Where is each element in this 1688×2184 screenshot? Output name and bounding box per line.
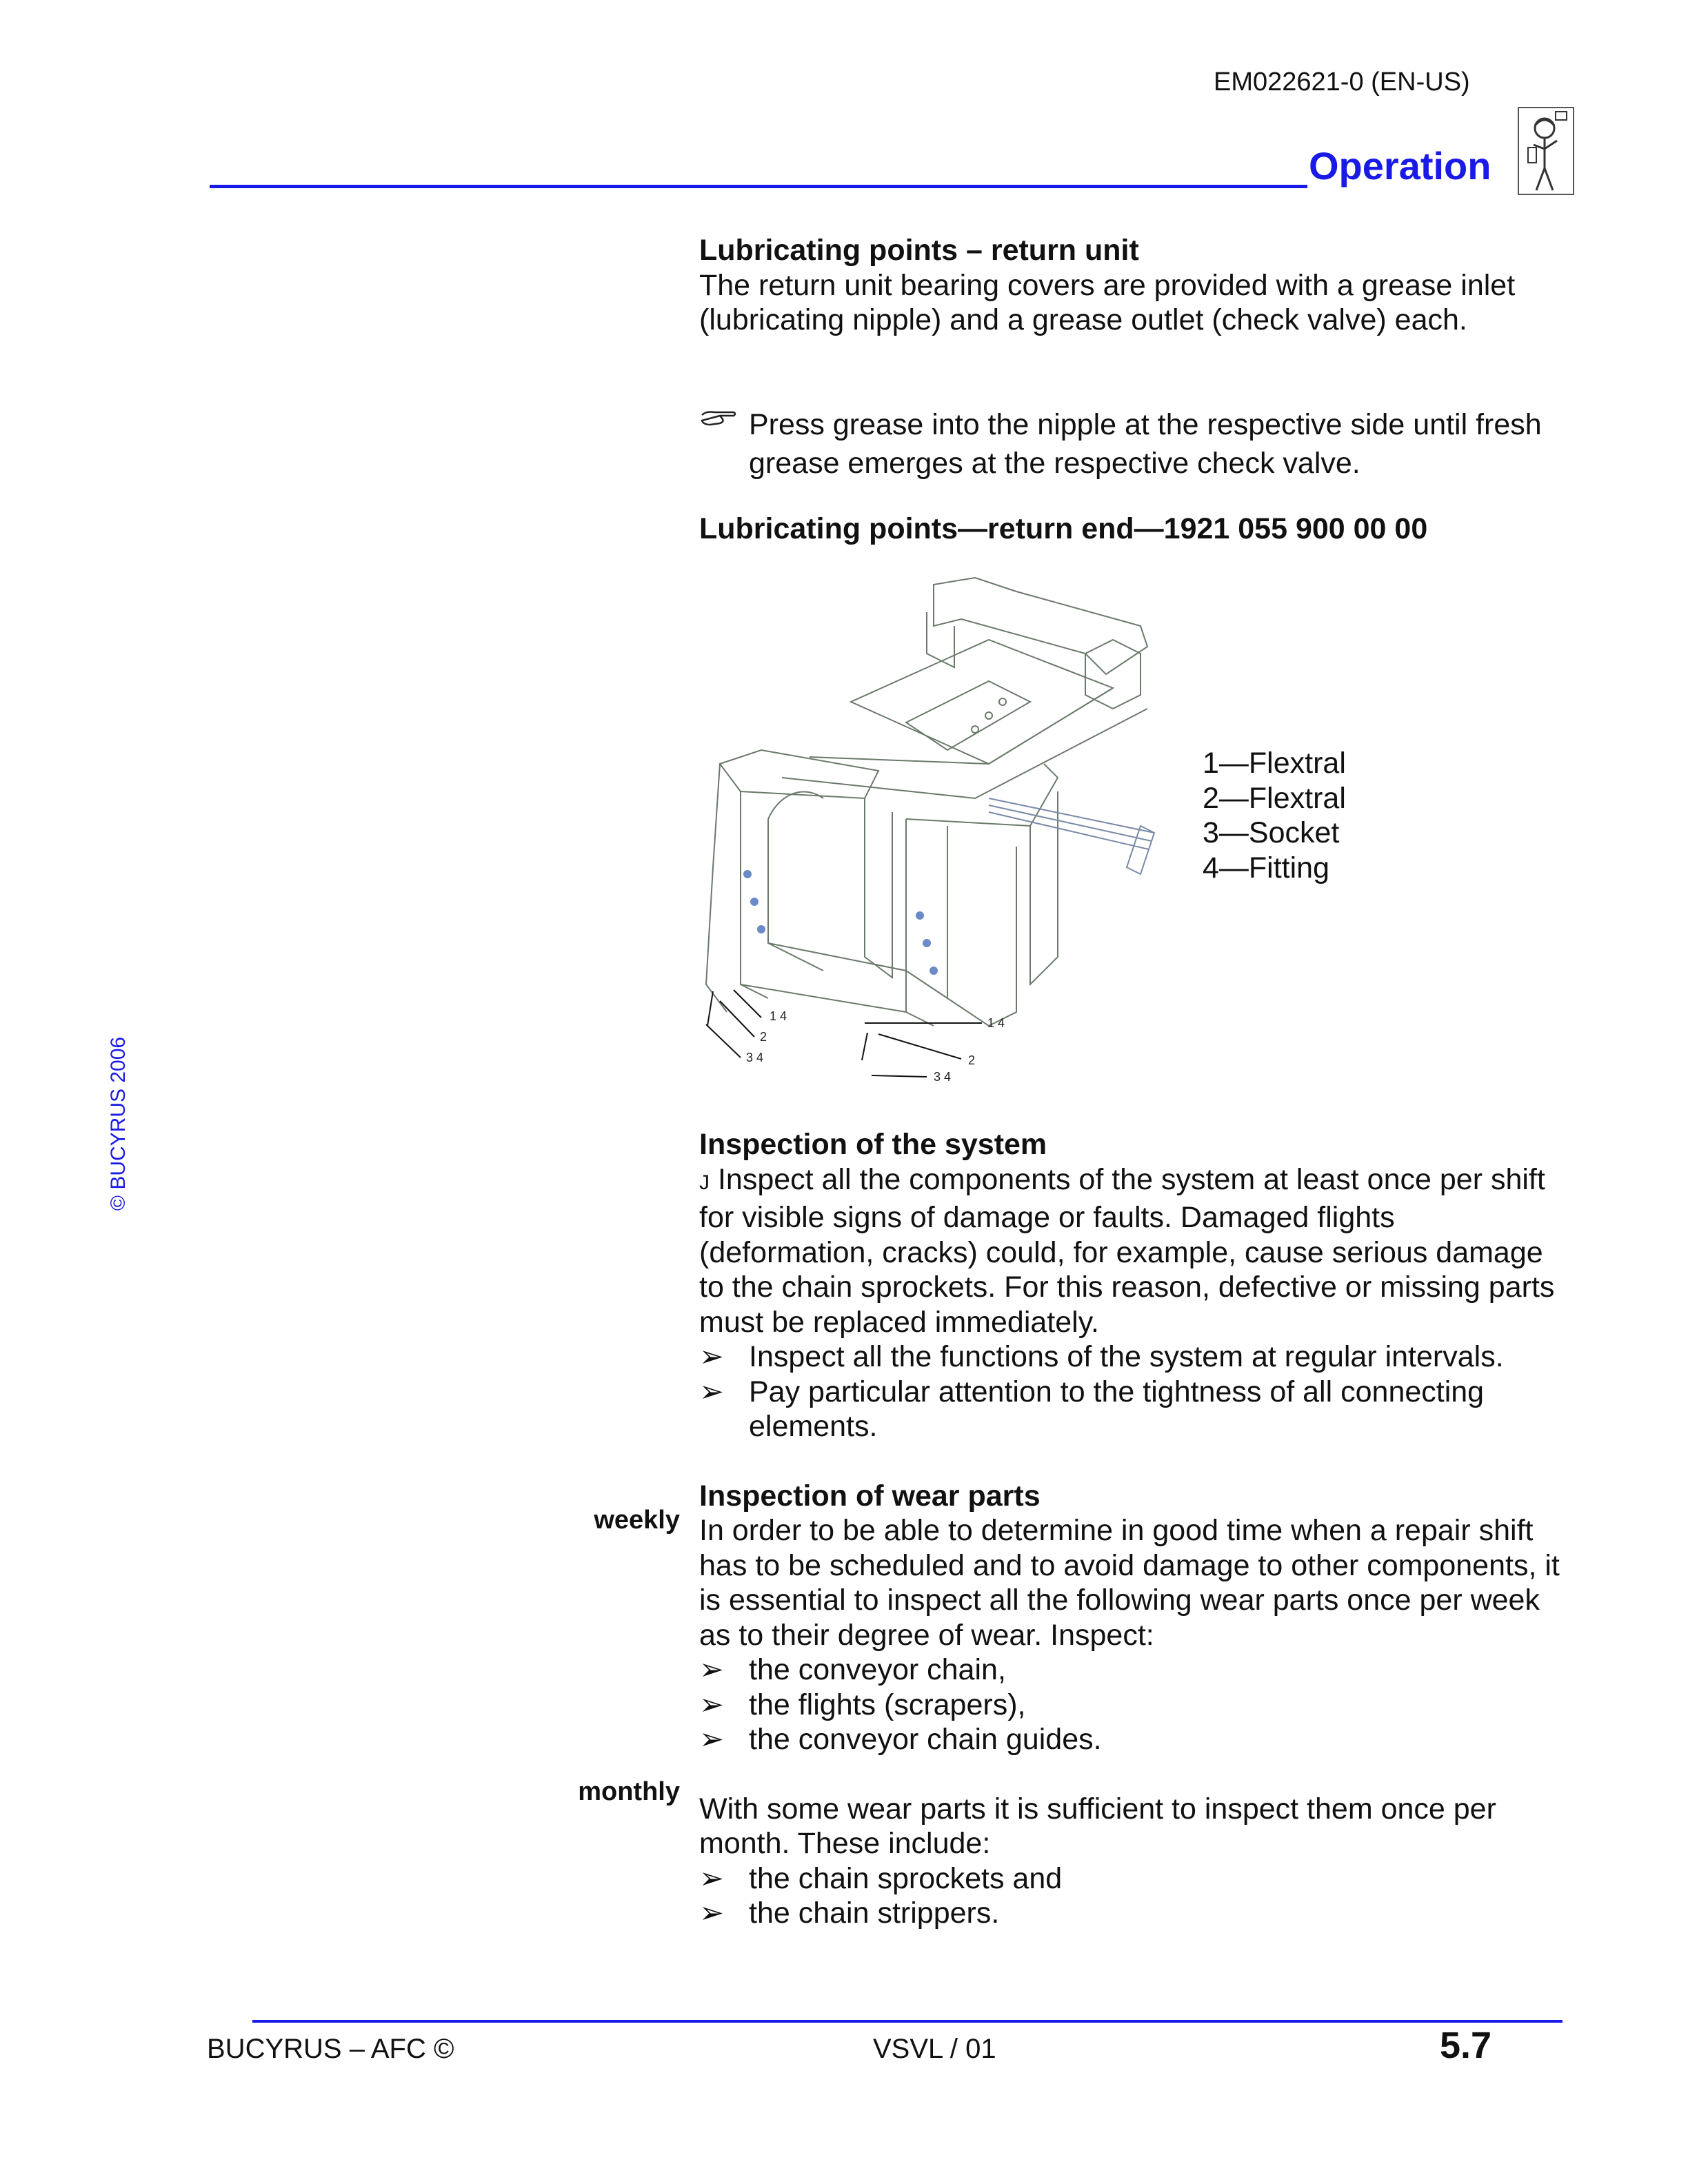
bullet-arrow-icon: ➢	[699, 1340, 725, 1373]
diagram-label-3-4-left: 3 4	[746, 1051, 764, 1064]
list-item	[699, 1896, 1575, 1931]
header-rule	[210, 185, 1307, 188]
return-end-drawing	[699, 571, 1182, 1102]
inspection-system-text: Inspect all the components of the system at least once per shift for visible signs of damage or faults. Damaged flights (deformation, cracks) could, for example, cause serious damage to the chain sprockets. For this reason, defective or missing parts must be replaced immediately.	[699, 1162, 1555, 1339]
return-unit-heading: Lubricating points – return unit	[699, 234, 1139, 267]
bullet-arrow-icon: ➢	[699, 1897, 725, 1930]
list-item-text: the conveyor chain,	[749, 1653, 1006, 1686]
legend-item: 4—Fitting	[1203, 851, 1330, 884]
weekly-paragraph: In order to be able to determine in good time when a repair shift has to be scheduled and to avoid damage to other components, it is essential to inspect all the following wear parts once per week as to their degree of wear. Inspect:	[699, 1514, 1560, 1652]
diagram-label-1-4-left: 1 4	[770, 1009, 787, 1023]
bullet-arrow-icon: ➢	[699, 1375, 725, 1408]
operator-icon	[1514, 105, 1578, 199]
list-item	[699, 1339, 1575, 1375]
pointing-hand-icon	[699, 408, 738, 430]
footer-rule	[252, 2020, 1563, 2023]
list-item	[699, 1375, 1575, 1444]
diagram-label-2-left: 2	[760, 1030, 767, 1044]
weekly-label: weekly	[594, 1506, 680, 1535]
inspection-system-heading: Inspection of the system	[699, 1128, 1047, 1161]
inspection-system-paragraph	[699, 1162, 1575, 1340]
list-item-text: the conveyor chain guides.	[749, 1723, 1102, 1756]
bullet-arrow-icon: ➢	[699, 1653, 725, 1686]
legend-item: 2—Flextral	[1203, 781, 1346, 815]
monthly-paragraph: With some wear parts it is sufficient to inspect them once per month. These include:	[699, 1792, 1496, 1860]
monthly-label: monthly	[578, 1777, 680, 1806]
page-number: 5.7	[1440, 2025, 1492, 2066]
list-item	[699, 1722, 1575, 1757]
return-unit-paragraph: The return unit bearing covers are provided with a grease inlet (lubricating nipple) and a grease outlet (check valve) each.	[699, 268, 1516, 336]
footer-code: VSVL / 01	[873, 2034, 996, 2064]
document-id: EM022621-0 (EN-US)	[1214, 68, 1470, 97]
legend-item: 1—Flextral	[1203, 747, 1346, 780]
side-copyright: © BUCYRUS 2006	[107, 1036, 130, 1211]
list-item	[699, 1688, 1575, 1723]
list-item	[699, 1861, 1575, 1897]
note-text: Press grease into the nipple at the respective side until fresh grease emerges at the respective check valve.	[749, 407, 1542, 480]
list-item	[699, 1652, 1575, 1688]
bullet-arrow-icon: ➢	[699, 1723, 725, 1756]
note-item	[699, 405, 1575, 483]
bullet-arrow-icon: ➢	[699, 1688, 725, 1721]
list-item-text: Inspect all the functions of the system at regular intervals.	[749, 1340, 1504, 1373]
figure-heading: Lubricating points—return end—1921 055 900 00 00	[699, 512, 1428, 545]
list-item-text: Pay particular attention to the tightness of all connecting elements.	[749, 1375, 1485, 1443]
section-title: Operation	[1309, 144, 1491, 188]
list-item-text: the flights (scrapers),	[749, 1688, 1026, 1721]
diagram-label-3-4-right: 3 4	[934, 1070, 952, 1084]
inspection-wear-heading: Inspection of wear parts	[699, 1479, 1041, 1513]
footer-company: BUCYRUS – AFC ©	[207, 2034, 454, 2064]
diagram-label-2-right: 2	[968, 1053, 976, 1067]
legend-item: 3—Socket	[1203, 816, 1340, 849]
bullet-arrow-icon: ➢	[699, 1861, 725, 1895]
list-item-text: the chain sprockets and	[749, 1861, 1063, 1895]
diagram-label-1-4-right: 1 4	[987, 1016, 1005, 1030]
figure-legend	[1203, 746, 1346, 885]
list-item-text: the chain strippers.	[749, 1897, 1000, 1930]
lead-mark: J	[699, 1171, 710, 1194]
